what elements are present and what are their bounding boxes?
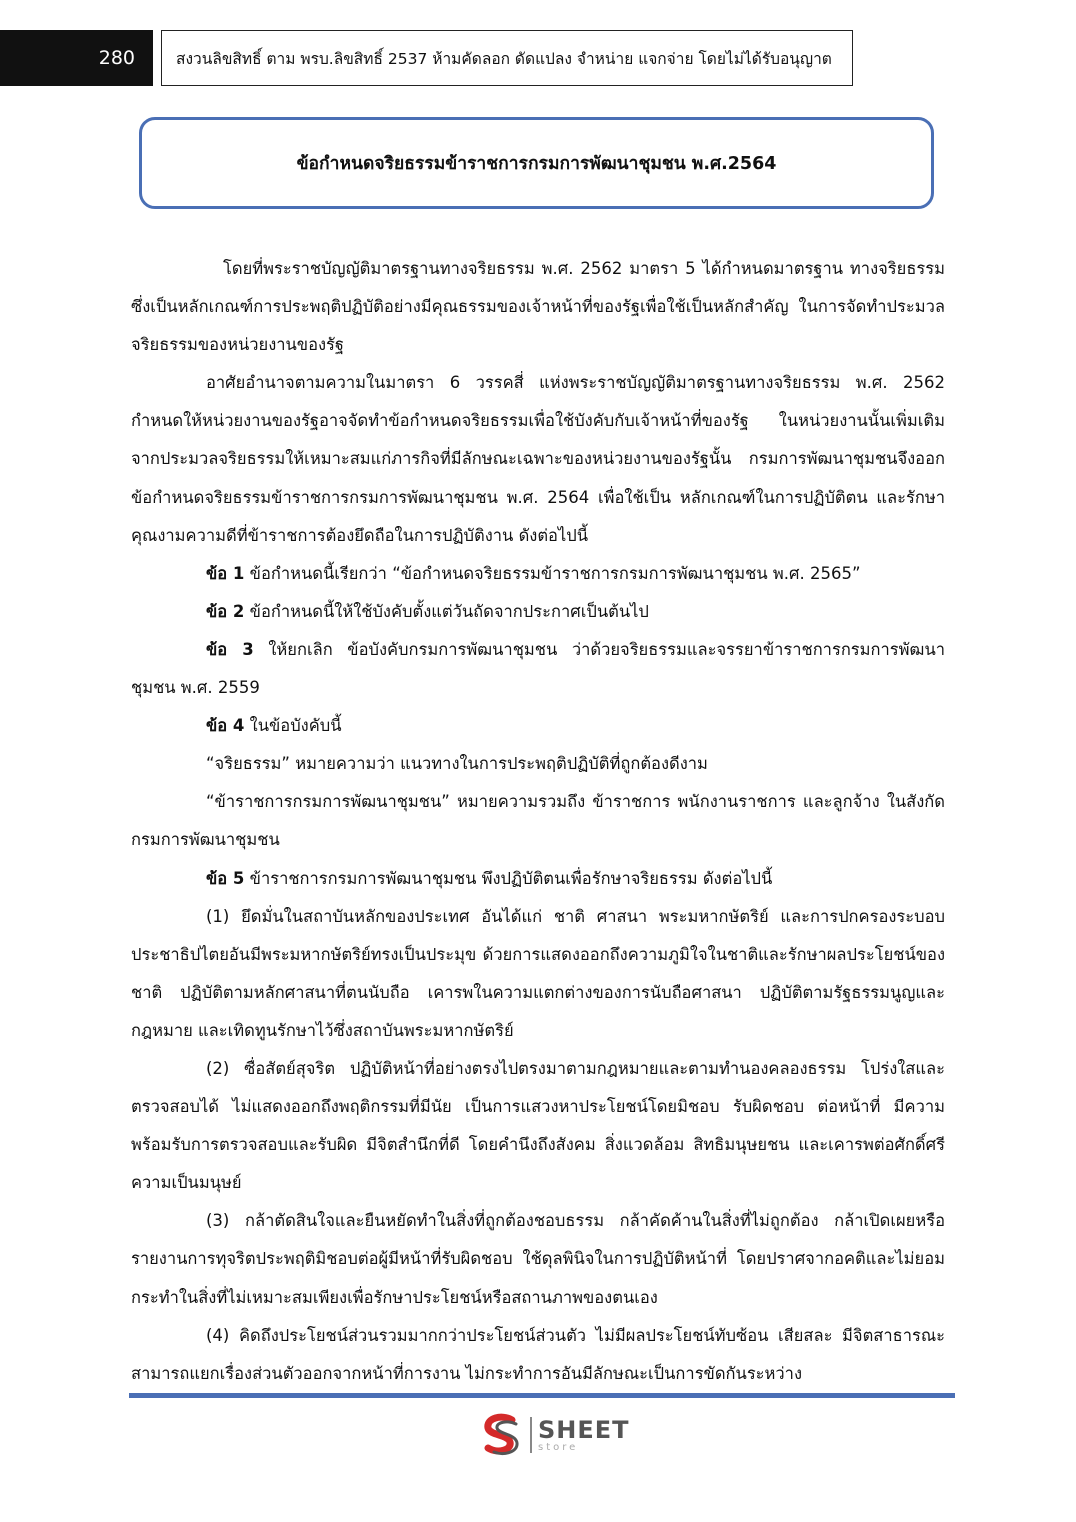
clause-1-text: ข้อกำหนดนี้เรียกว่า “ข้อกำหนดจริยธรรมข้าราชการกรมการพัฒนาชุมชน พ.ศ. 2565”: [244, 563, 861, 583]
copyright-notice: สงวนลิขสิทธิ์ ตาม พรบ.ลิขสิทธิ์ 2537 ห้ามคัดลอก ดัดแปลง จำหน่าย แจกจ่าย โดยไม่ได้รับอนุญาต: [161, 30, 853, 86]
item-1: (1) ยึดมั่นในสถาบันหลักของประเทศ อันได้แก่ ชาติ ศาสนา พระมหากษัตริย์ และการปกครองระบอบประชาธิปไตยอันมีพระมหากษัตริย์ทรงเป็นประมุข ด้วยการแสดงออกถึงความภูมิใจในชาติและรักษาผลประโยชน์ของชาติ ปฏิบัติตามหลักศาสนาที่ตนนับถือ เคารพในความแตกต่างของการนับถือศาสนา ปฏิบัติตามรัฐธรรมนูญและกฎหมาย และเทิดทูนรักษาไว้ซึ่งสถาบันพระมหากษัตริย์: [131, 906, 945, 1040]
clause-2-text: ข้อกำหนดนี้ให้ใช้บังคับตั้งแต่วันถัดจากประกาศเป็นต้นไป: [244, 601, 649, 621]
clause-3: [131, 631, 945, 707]
sheet-logo-icon: [478, 1412, 524, 1458]
footer-rule: [129, 1393, 955, 1398]
clause-4-text: ในข้อบังคับนี้: [244, 716, 342, 736]
clause-3-label: ข้อ 3: [206, 639, 254, 659]
clause-3-text: ให้ยกเลิก ข้อบังคับกรมการพัฒนาชุมชน ว่าด้วยจริยธรรมและจรรยาข้าราชการกรมการพัฒนาชุมชน พ.ศ. 2559: [131, 639, 945, 698]
clause-4-label: ข้อ 4: [206, 716, 245, 736]
sheet-store-logo: [478, 1412, 630, 1458]
clause-5-text: ข้าราชการกรมการพัฒนาชุมชน พึงปฏิบัติตนเพื่อรักษาจริยธรรม ดังต่อไปนี้: [244, 868, 773, 888]
logo-word-sheet: SHEET: [538, 1415, 630, 1444]
paragraph-preamble: โดยที่พระราชบัญญัติมาตรฐานทางจริยธรรม พ.ศ. 2562 มาตรา 5 ได้กำหนดมาตรฐาน ทางจริยธรรมซึ่งเป็นหลักเกณฑ์การประพฤติปฏิบัติอย่างมีคุณธรรมของเจ้าหน้าที่ของรัฐเพื่อใช้เป็นหลักสำคัญ ในการจัดทำประมวลจริยธรรมของหน่วยงานของรัฐ: [131, 259, 945, 355]
page-number: 280: [0, 30, 153, 86]
item-4: (4) คิดถึงประโยชน์ส่วนรวมมากกว่าประโยชน์ส่วนตัว ไม่มีผลประโยชน์ทับซ้อน เสียสละ มีจิตสาธารณะ สามารถแยกเรื่องส่วนตัวออกจากหน้าที่การงาน ไม่กระทำการอันมีลักษณะเป็นการขัดกันระหว่าง: [131, 1325, 945, 1383]
clause-5-label: ข้อ 5: [206, 868, 245, 888]
clause-4: [131, 707, 945, 745]
clause-5: [131, 860, 945, 898]
document-body: [131, 250, 945, 1393]
paragraph-authority: อาศัยอำนาจตามความในมาตรา 6 วรรคสี่ แห่งพระราชบัญญัติมาตรฐานทางจริยธรรม พ.ศ. 2562 กำหนดให้หน่วยงานของรัฐอาจจัดทำข้อกำหนดจริยธรรมเพื่อใช้บังคับกับเจ้าหน้าที่ของรัฐ ในหน่วยงานนั้นเพิ่มเติมจากประมวลจริยธรรมให้เหมาะสมแก่ภารกิจที่มีลักษณะเฉพาะของหน่วยงานของรัฐนั้น กรมการพัฒนาชุมชนจึงออกข้อกำหนดจริยธรรมข้าราชการกรมการพัฒนาชุมชน พ.ศ. 2564 เพื่อใช้เป็น หลักเกณฑ์ในการปฏิบัติตน และรักษาคุณงามความดีที่ข้าราชการต้องยึดถือในการปฏิบัติงาน ดังต่อไปนี้: [131, 373, 945, 545]
clause-2: [131, 593, 945, 631]
logo-words: [538, 1415, 630, 1453]
logo-word-store: store: [538, 1441, 579, 1453]
clause-1: [131, 555, 945, 593]
document-title-text: ข้อกำหนดจริยธรรมข้าราชการกรมการพัฒนาชุมชน พ.ศ.2564: [296, 154, 777, 174]
logo-divider: [530, 1417, 532, 1453]
definition-officials: “ข้าราชการกรมการพัฒนาชุมชน” หมายความรวมถึง ข้าราชการ พนักงานราชการ และลูกจ้าง ในสังกัดกรมการพัฒนาชุมชน: [131, 792, 945, 850]
clause-1-label: ข้อ 1: [206, 563, 245, 583]
document-title: [139, 117, 934, 209]
definition-ethics: “จริยธรรม” หมายความว่า แนวทางในการประพฤติปฏิบัติที่ถูกต้องดีงาม: [206, 754, 708, 774]
item-3: (3) กล้าตัดสินใจและยืนหยัดทำในสิ่งที่ถูกต้องชอบธรรม กล้าคัดค้านในสิ่งที่ไม่ถูกต้อง กล้าเปิดเผยหรือรายงานการทุจริตประพฤติมิชอบต่อผู้มีหน้าที่รับผิดชอบ ใช้ดุลพินิจในการปฏิบัติหน้าที่ โดยปราศจากอคติและไม่ยอมกระทำในสิ่งที่ไม่เหมาะสมเพียงเพื่อรักษาประโยชน์หรือสถานภาพของตนเอง: [131, 1211, 945, 1307]
item-2: (2) ซื่อสัตย์สุจริต ปฏิบัติหน้าที่อย่างตรงไปตรงมาตามกฎหมายและตามทำนองคลองธรรม โปร่งใสและตรวจสอบได้ ไม่แสดงออกถึงพฤติกรรมที่มีนัย เป็นการแสวงหาประโยชน์โดยมิชอบ รับผิดชอบ ต่อหน้าที่ มีความพร้อมรับการตรวจสอบและรับผิด มีจิตสำนึกที่ดี โดยคำนึงถึงสังคม สิ่งแวดล้อม สิทธิมนุษยชน และเคารพต่อศักดิ์ศรีความเป็นมนุษย์: [131, 1058, 945, 1193]
clause-2-label: ข้อ 2: [206, 601, 245, 621]
